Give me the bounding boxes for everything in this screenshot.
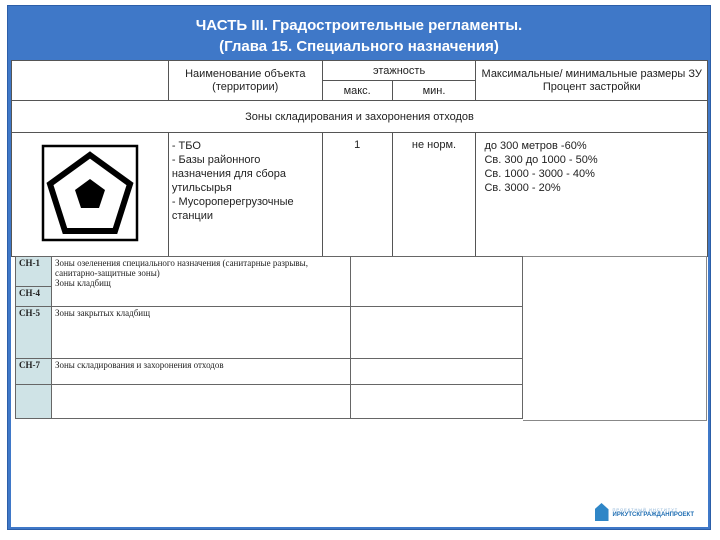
header-name: Наименование объекта (территории) bbox=[168, 61, 322, 101]
empty-cell bbox=[351, 307, 523, 359]
pentagon-hazard-icon bbox=[40, 143, 140, 243]
building-icon bbox=[595, 503, 609, 521]
title-line-1: ЧАСТЬ III. Градостроительные регламенты. bbox=[195, 17, 523, 34]
zone-desc: Зоны закрытых кладбищ bbox=[51, 307, 350, 359]
zone-desc: Зоны кладбищ bbox=[54, 278, 111, 288]
size-item: до 300 метров -60% bbox=[484, 140, 587, 152]
empty-cell bbox=[351, 359, 523, 385]
footer bbox=[11, 497, 708, 527]
header-min: мин. bbox=[392, 81, 476, 101]
title-line-2: (Глава 15. Специального назначения) bbox=[219, 38, 499, 55]
header-empty-cell bbox=[12, 61, 169, 101]
header-max: макс. bbox=[322, 81, 392, 101]
min-value: не норм. bbox=[392, 133, 476, 257]
content-area bbox=[11, 60, 708, 497]
empty-cell bbox=[51, 385, 350, 419]
empty-cell bbox=[351, 257, 523, 307]
object-item: - ТБО bbox=[171, 140, 201, 152]
zone-code: СН-1 bbox=[16, 257, 52, 287]
right-empty-column bbox=[523, 256, 707, 421]
slide-title bbox=[7, 5, 711, 61]
zone-desc: Зоны складирования и захоронения отходов bbox=[51, 359, 350, 385]
object-item: - Базы районного назначения для сбора утильсырья bbox=[171, 154, 286, 194]
zone-code: СН-4 bbox=[16, 287, 52, 307]
regulations-table bbox=[11, 60, 708, 257]
zone-code-empty bbox=[16, 385, 52, 419]
size-item: Св. 3000 - 20% bbox=[484, 182, 561, 194]
company-logo bbox=[595, 503, 694, 521]
icon-cell bbox=[12, 133, 169, 257]
header-sizes-line1: Максимальные/ минимальные размеры ЗУ bbox=[481, 67, 702, 80]
logo-name: ИРКУТСКГРАЖДАНПРОЕКТ bbox=[612, 511, 694, 518]
empty-cell bbox=[351, 385, 523, 419]
zone-desc-cell bbox=[51, 257, 350, 307]
size-item: Св. 1000 - 3000 - 40% bbox=[484, 168, 595, 180]
header-sizes-line2: Процент застройки bbox=[542, 80, 641, 93]
zone-codes-table bbox=[15, 256, 523, 419]
logo-text bbox=[613, 507, 694, 518]
max-value: 1 bbox=[322, 133, 392, 257]
header-sizes bbox=[476, 61, 708, 101]
objects-cell bbox=[168, 133, 322, 257]
object-item: - Мусороперегрузочные станции bbox=[171, 196, 294, 222]
zone-code: СН-7 bbox=[16, 359, 52, 385]
header-floors: этажность bbox=[322, 61, 476, 81]
zone-desc: Зоны озеленения специального назначения (санитарные разрывы, санитарно-защитные зоны) bbox=[54, 258, 308, 278]
zone-code: СН-5 bbox=[16, 307, 52, 359]
zone-title-row: Зоны складирования и захоронения отходов bbox=[12, 101, 708, 133]
logo-subtitle: ПРОЕКТНЫЙ ИНСТИТУТ bbox=[612, 506, 679, 512]
sizes-cell bbox=[476, 133, 708, 257]
size-item: Св. 300 до 1000 - 50% bbox=[484, 154, 598, 166]
